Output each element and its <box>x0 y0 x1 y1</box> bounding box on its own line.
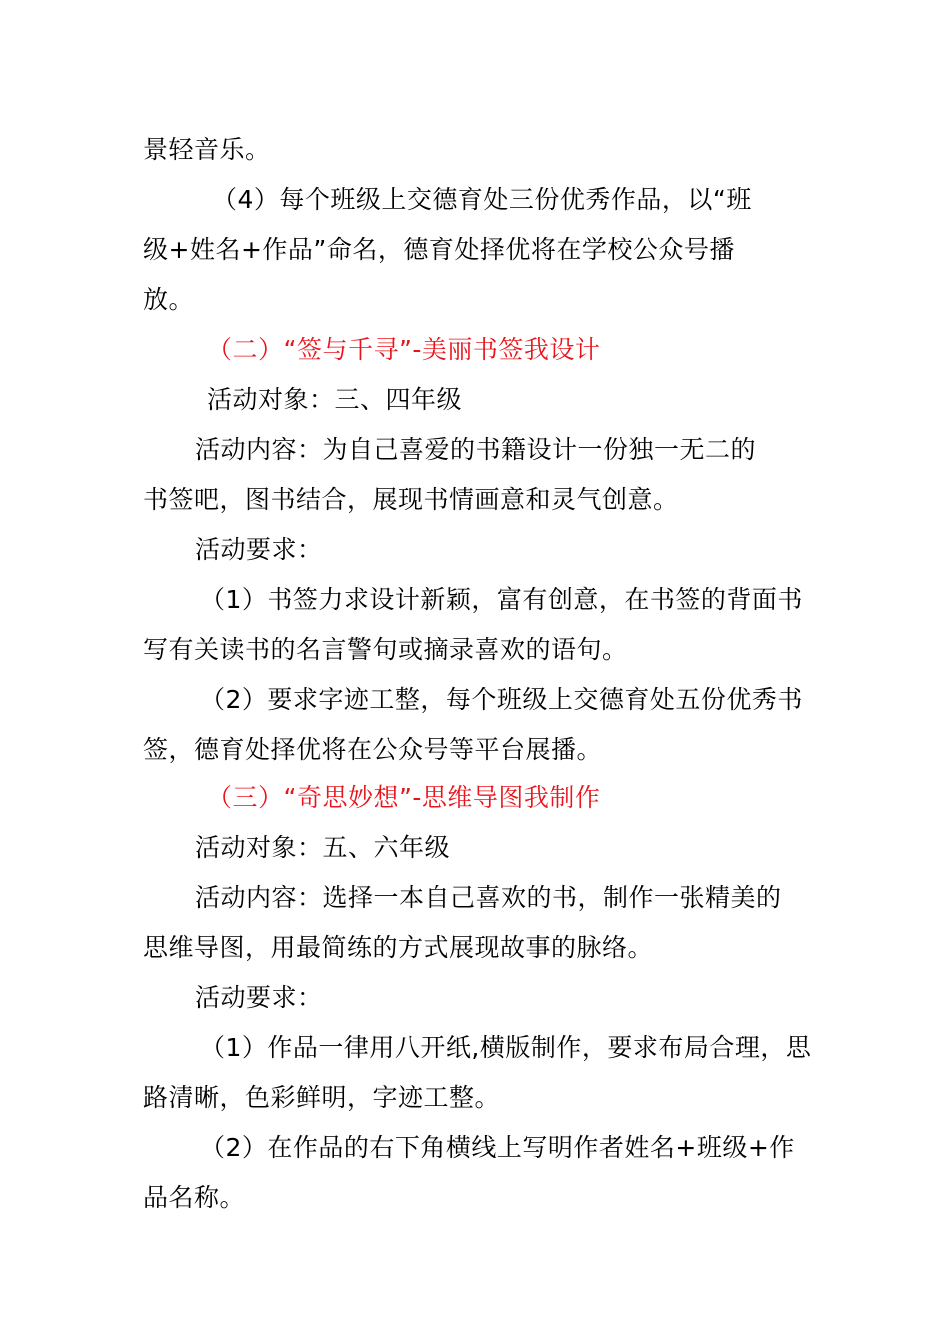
text-line: 放。 <box>143 285 195 314</box>
text-line: 活动对象：五、六年级 <box>195 833 451 862</box>
text-line: 思维导图，用最简练的方式展现故事的脉络。 <box>143 933 654 962</box>
text-line: 活动要求： <box>195 983 323 1012</box>
text-line: 签，德育处择优将在公众号等平台展播。 <box>143 735 603 764</box>
text-line: 路清晰，色彩鲜明，字迹工整。 <box>143 1083 501 1112</box>
text-line: 活动内容：为自己喜爱的书籍设计一份独一无二的 <box>195 435 757 464</box>
text-line: 活动对象：三、四年级 <box>207 385 463 414</box>
text-line: 活动内容：选择一本自己喜欢的书，制作一张精美的 <box>195 883 782 912</box>
text-line: 景轻音乐。 <box>143 135 271 164</box>
section-heading: （二）“签与千寻”-美丽书签我设计 <box>207 335 601 364</box>
text-line: （1）书签力求设计新颖，富有创意，在书签的背面书 <box>200 585 803 614</box>
text-line: （4）每个班级上交德育处三份优秀作品，以“班 <box>212 185 752 214</box>
text-line: （2）在作品的右下角横线上写明作者姓名+班级+作 <box>200 1133 795 1162</box>
text-line: 级+姓名+作品”命名，德育处择优将在学校公众号播 <box>143 235 735 264</box>
section-heading: （三）“奇思妙想”-思维导图我制作 <box>207 783 601 812</box>
text-line: 品名称。 <box>143 1183 246 1212</box>
text-line: 活动要求： <box>195 535 323 564</box>
text-line: （2）要求字迹工整，每个班级上交德育处五份优秀书 <box>200 685 803 714</box>
text-line: 书签吧，图书结合，展现书情画意和灵气创意。 <box>143 485 679 514</box>
text-line: 写有关读书的名言警句或摘录喜欢的语句。 <box>143 635 628 664</box>
text-line: （1）作品一律用八开纸,横版制作，要求布局合理，思 <box>200 1033 812 1062</box>
